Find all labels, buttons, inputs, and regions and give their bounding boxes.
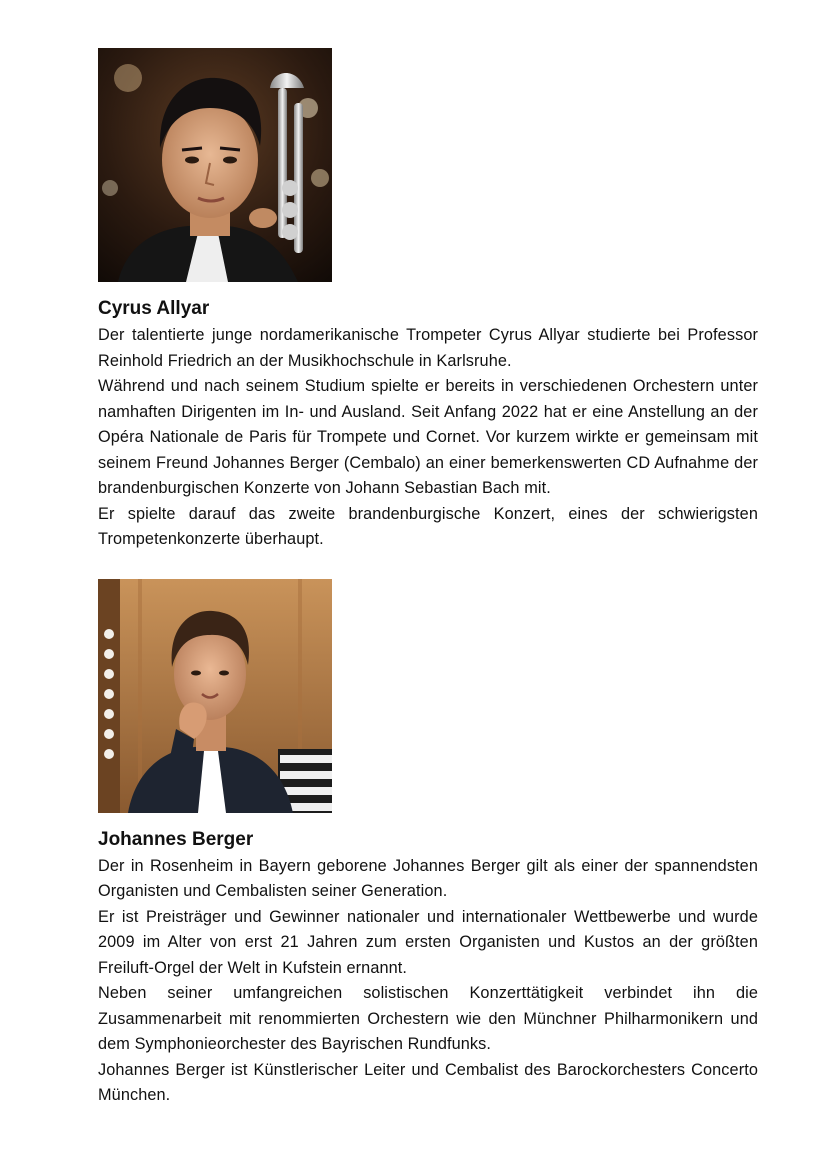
document-page (98, 48, 758, 1109)
bio-section-cyrus-allyar (98, 48, 758, 553)
bio-name: Cyrus Allyar (98, 298, 210, 319)
bio-paragraph: Der in Rosenheim in Bayern geborene Johannes Berger gilt als einer der spannendsten Organisten und Cembalisten seiner Generation. (98, 856, 758, 900)
trumpeter-portrait-photo (98, 48, 332, 282)
bio-section-johannes-berger (98, 579, 758, 1109)
bio-paragraph: Er ist Preisträger und Gewinner nationaler und internationaler Wettbewerbe und wurde 2009 im Alter von erst 21 Jahren zum ersten Organisten und Kustos an der größten Freiluft-Orgel der Welt in Kufstein ernannt. (98, 907, 758, 977)
bio-paragraph: Er spielte darauf das zweite brandenburgische Konzert, eines der schwierigsten Trompetenkonzerte überhaupt. (98, 504, 758, 548)
bio-paragraph: Johannes Berger ist Künstlerischer Leiter und Cembalist des Barockorchesters Concerto München. (98, 1060, 758, 1104)
bio-paragraph: Neben seiner umfangreichen solistischen Konzerttätigkeit verbindet ihn die Zusammenarbeit mit renommierten Orchestern wie den Münchner Philharmonikern und dem Symphonieorchester des Bayrischen Rundfunks. (98, 984, 758, 1053)
bio-name: Johannes Berger (98, 828, 254, 850)
organist-portrait-photo (98, 579, 332, 813)
bio-paragraph: Der talentierte junge nordamerikanische Trompeter Cyrus Allyar studierte bei Professor Reinhold Friedrich an der Musikhochschule in Karlsruhe. (98, 326, 758, 370)
bio-paragraph: Während und nach seinem Studium spielte er bereits in verschiedenen Orchestern unter namhaften Dirigenten im In- und Ausland. Seit Anfang 2022 hat er eine Anstellung an der Opéra Nationale de Paris für Trompete und Cornet. Vor kurzem wirkte er gemeinsam mit seinem Freund Johannes Berger (Cembalo) an einer bemerkenswerten CD Aufnahme der brandenburgischen Konzerte von Johann Sebastian Bach mit. (98, 377, 758, 497)
